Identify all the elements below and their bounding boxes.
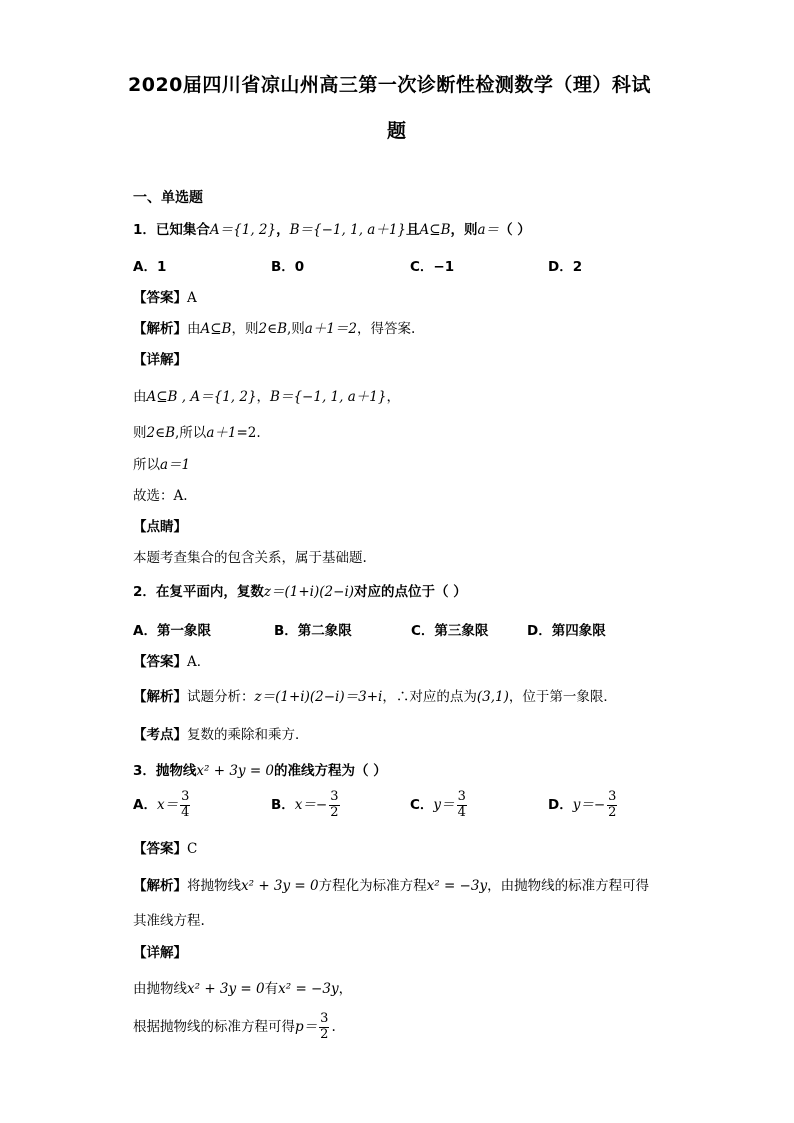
text: . [331, 1018, 336, 1035]
answer-tag: 【答案】 [133, 290, 187, 306]
numerator: 3 [330, 789, 339, 804]
fraction [329, 790, 339, 821]
fraction [457, 790, 467, 821]
answer-tag: 【答案】 [133, 841, 187, 857]
q1-detail-tag: 【详解】 [133, 352, 187, 368]
text: 将抛物线 [187, 878, 241, 894]
q3-option-d [548, 790, 619, 821]
math: x² + 3y = 0 [187, 981, 265, 997]
option-label: D． [548, 796, 573, 813]
text: ，得答案. [357, 321, 416, 337]
q1-detail-line3 [133, 453, 190, 473]
math: z＝(1+i)(2−i)＝3+i [254, 689, 383, 705]
q1-answer [133, 286, 197, 306]
q2-option-b: B．第二象限 [274, 623, 352, 639]
answer-value: A [187, 290, 197, 306]
q1-option-c: C．−1 [410, 259, 455, 275]
text: 复数的乘除和乘方． [187, 727, 309, 743]
fraction [319, 1012, 329, 1043]
math: x² = −3y [426, 878, 488, 894]
text: ,所以 [175, 425, 207, 441]
q1-stem [133, 218, 531, 238]
option-label: B． [271, 796, 295, 813]
numerator: 3 [457, 789, 466, 804]
q3-detail-line2 [133, 1012, 336, 1043]
text: ， [386, 389, 400, 405]
q1-detail-line2 [133, 421, 261, 441]
text: 3．抛物线 [133, 763, 197, 779]
text: =2. [236, 425, 261, 441]
math: z＝(1+i)(2−i) [263, 584, 355, 600]
analysis-tag: 【解析】 [133, 321, 187, 337]
text: 有 [264, 981, 279, 997]
point-tag: 【考点】 [133, 727, 187, 743]
math: y＝ [433, 796, 455, 813]
math: (3,1) [476, 689, 509, 705]
denominator: 4 [457, 804, 466, 820]
q2-option-d: D．第四象限 [527, 623, 606, 639]
option-label: C． [410, 796, 434, 813]
q2-point [133, 723, 309, 743]
denominator: 4 [181, 804, 190, 820]
math: x＝ [156, 796, 179, 813]
q1-option-d: D．2 [548, 259, 583, 275]
q3-option-a [133, 790, 192, 821]
math: A⊆B [200, 321, 232, 337]
math: x² + 3y = 0 [196, 763, 275, 779]
math: − [593, 796, 606, 813]
q3-stem [133, 759, 387, 779]
q1-detail-line4: 故选：A. [133, 488, 188, 504]
math: − [315, 796, 328, 813]
q3-analysis-line1 [133, 874, 649, 894]
text: ， [338, 981, 353, 997]
q1-detail-line1 [133, 385, 400, 405]
q1-option-b: B．0 [271, 259, 305, 275]
q1-sep: ， [276, 222, 290, 238]
text: 试题分析： [187, 689, 255, 705]
q3-analysis-line2: 其准线方程. [133, 913, 205, 929]
text: 的准线方程为（ ） [274, 763, 387, 779]
q1-option-a: A．1 [133, 259, 167, 275]
section-heading: 一、单选题 [133, 190, 203, 206]
q1-stem-prefix: 1．已知集合 [133, 222, 210, 238]
document-title-line2: 题 [387, 120, 407, 142]
analysis-tag: 【解析】 [133, 689, 187, 705]
math: 2∈B [258, 321, 287, 337]
q1-analysis [133, 317, 415, 337]
option-label: A． [133, 796, 157, 813]
q1-then: ，则 [450, 222, 478, 238]
q1-set-a: A＝{1, 2} [209, 222, 277, 238]
math: x² = −3y [278, 981, 339, 997]
text: 根据抛物线的标准方程可得 [133, 1018, 295, 1035]
text: 由 [187, 321, 201, 337]
q1-and: 且 [406, 222, 420, 238]
numerator: 3 [320, 1011, 329, 1026]
text: 对应的点位于（ ） [354, 584, 467, 600]
q1-a-eq: a＝ [477, 222, 500, 238]
math: x² + 3y = 0 [241, 878, 319, 894]
denominator: 2 [320, 1026, 329, 1042]
q2-option-c: C．第三象限 [411, 623, 489, 639]
denominator: 2 [608, 804, 617, 820]
text: ，由抛物线的标准方程可得 [487, 878, 650, 894]
q2-option-a: A．第一象限 [133, 623, 211, 639]
q3-detail-line1 [133, 977, 352, 997]
math: a＋1 [206, 425, 237, 441]
q3-answer [133, 837, 197, 857]
fraction [607, 790, 617, 821]
answer-value: A． [187, 654, 211, 670]
text: ,则 [287, 321, 305, 337]
text: 由 [133, 389, 147, 405]
q1-paren: （ ） [499, 222, 531, 238]
math: a＝1 [160, 457, 191, 473]
text: 则 [133, 425, 147, 441]
text: ， [256, 389, 271, 405]
text: 由抛物线 [133, 981, 187, 997]
analysis-tag: 【解析】 [133, 878, 187, 894]
q1-set-b: B＝{−1, 1, a＋1} [289, 222, 407, 238]
fraction [180, 790, 190, 821]
text: 2．在复平面内，复数 [133, 584, 264, 600]
q2-stem [133, 580, 467, 600]
text: ，∴对应的点为 [382, 689, 477, 705]
math: p＝ [295, 1018, 318, 1035]
q2-analysis [133, 685, 617, 705]
q3-option-c [410, 790, 469, 821]
document-title-line1: 2020届四川省凉山州高三第一次诊断性检测数学（理）科试 [128, 74, 651, 96]
q3-option-b [271, 790, 342, 821]
math: y＝ [572, 796, 594, 813]
q1-subset: A⊆B [419, 222, 451, 238]
numerator: 3 [181, 789, 190, 804]
text: ，位于第一象限． [508, 689, 617, 705]
q1-comment: 本题考查集合的包含关系，属于基础题. [133, 550, 367, 566]
text: 方程化为标准方程 [318, 878, 427, 894]
q2-answer [133, 650, 210, 670]
q1-comment-tag: 【点睛】 [133, 519, 187, 535]
numerator: 3 [608, 789, 617, 804]
answer-value: C [187, 841, 198, 857]
text: 所以 [133, 457, 160, 473]
math: B＝{−1, 1, a＋1} [270, 389, 387, 405]
math: A⊆B , A＝{1, 2} [146, 389, 257, 405]
math: 2∈B [146, 425, 176, 441]
math: a＋1＝2 [304, 321, 358, 337]
text: ，则 [231, 321, 259, 337]
q3-detail-tag: 【详解】 [133, 945, 187, 961]
math: x＝ [294, 796, 316, 813]
denominator: 2 [330, 804, 339, 820]
answer-tag: 【答案】 [133, 654, 187, 670]
